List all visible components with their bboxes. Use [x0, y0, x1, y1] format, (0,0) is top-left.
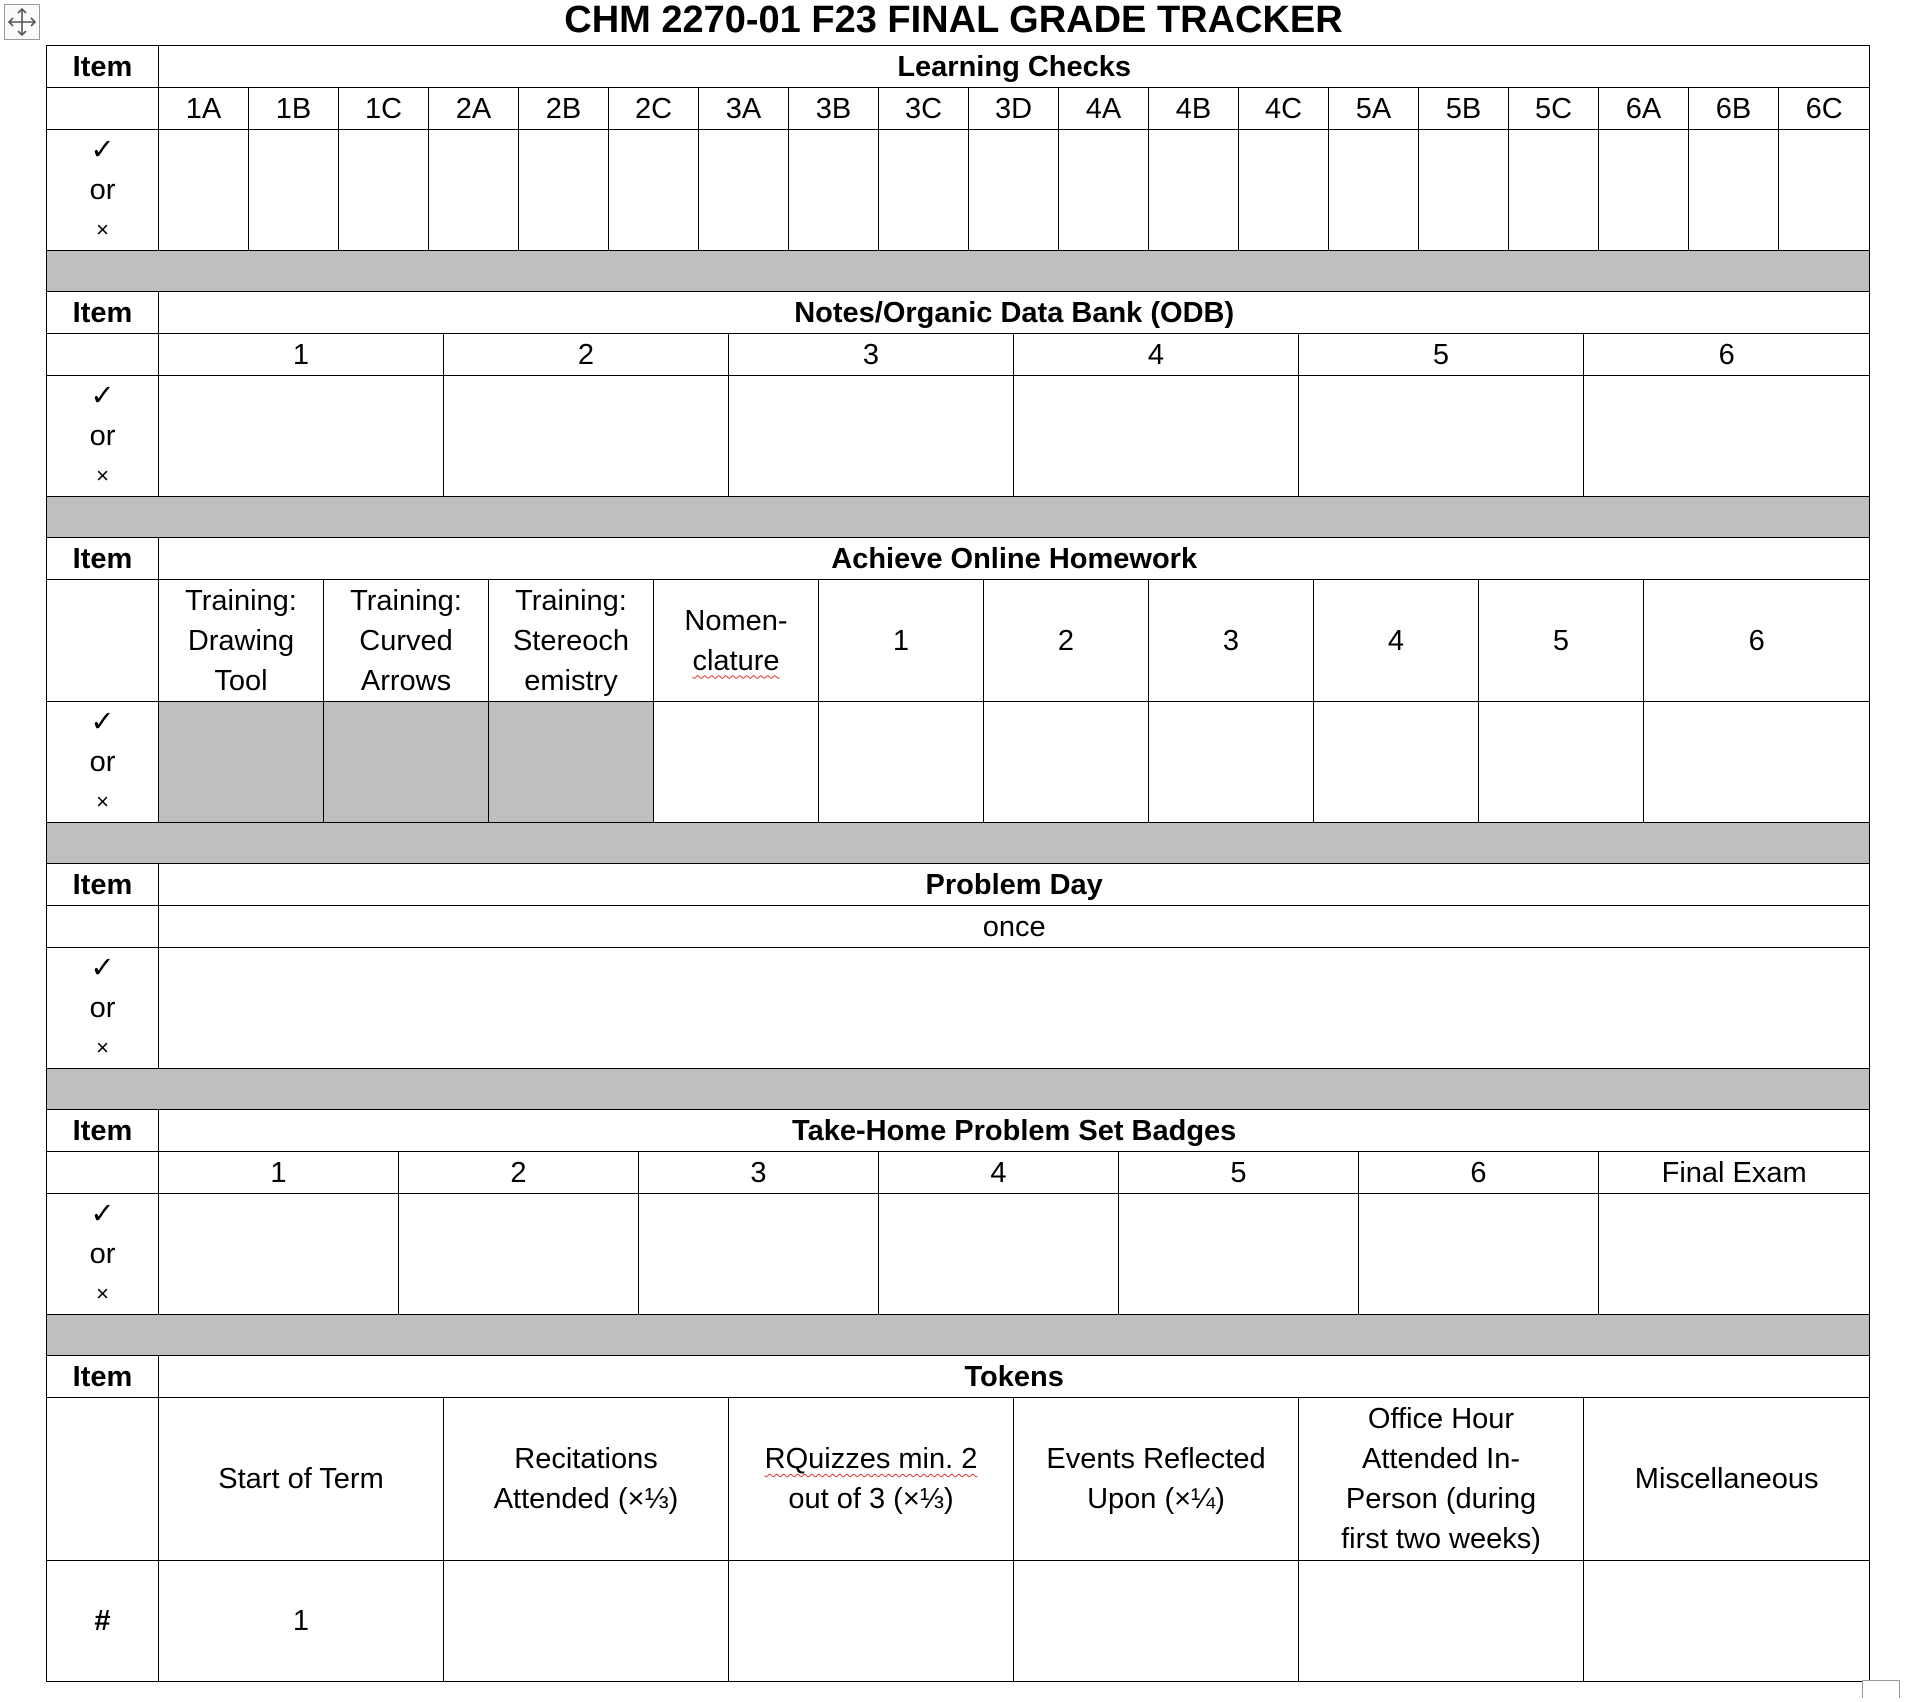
grade-tracker-table — [46, 45, 1870, 1682]
check-mark-icon: ✓ — [90, 952, 115, 984]
entry-cell[interactable] — [159, 130, 249, 251]
column-header: 2 — [984, 580, 1149, 702]
header-line — [729, 1439, 1013, 1479]
check-mark-icon: ✓ — [90, 134, 115, 166]
token-count-cell[interactable] — [729, 1561, 1014, 1682]
or-label: or — [89, 992, 116, 1024]
entry-cell[interactable] — [399, 1194, 639, 1315]
entry-cell[interactable] — [819, 702, 984, 823]
column-header: 3D — [969, 88, 1059, 130]
column-header: 3A — [699, 88, 789, 130]
section-divider — [47, 1315, 1870, 1356]
token-count-cell[interactable] — [1299, 1561, 1584, 1682]
training-drawing-tool-header — [159, 580, 324, 702]
entry-cell[interactable] — [1359, 1194, 1599, 1315]
entry-cell[interactable] — [1314, 702, 1479, 823]
column-header: 4 — [1314, 580, 1479, 702]
problem-day-title: Problem Day — [159, 864, 1870, 906]
column-header: 4 — [879, 1152, 1119, 1194]
column-header: 5B — [1419, 88, 1509, 130]
entry-cell[interactable] — [729, 376, 1014, 497]
header-line: Events Reflected — [1046, 1443, 1266, 1475]
achieve-title: Achieve Online Homework — [159, 538, 1870, 580]
header-line: Tool — [214, 664, 268, 697]
status-marks-cell — [47, 702, 159, 823]
header-line: out of 3 (×⅓) — [788, 1483, 954, 1515]
learning-checks-title: Learning Checks — [159, 46, 1870, 88]
column-header: 2 — [444, 334, 729, 376]
spellcheck-word: clature — [692, 644, 780, 677]
column-header: 6 — [1644, 580, 1870, 702]
column-header: 5 — [1119, 1152, 1359, 1194]
entry-cell[interactable] — [519, 130, 609, 251]
column-header: 3C — [879, 88, 969, 130]
learning-checks-columns-row — [47, 88, 1870, 130]
section-divider-band — [47, 823, 1870, 864]
item-label: Item — [47, 292, 159, 334]
column-header: 5 — [1479, 580, 1644, 702]
header-line: Attended (×⅓) — [493, 1483, 679, 1515]
shaded-entry-cell — [159, 702, 324, 823]
events-reflected-header — [1014, 1398, 1299, 1561]
header-line: Miscellaneous — [1634, 1463, 1819, 1495]
problem-day-columns-row — [47, 906, 1870, 948]
entry-cell[interactable] — [159, 1194, 399, 1315]
token-count-cell[interactable]: 1 — [159, 1561, 444, 1682]
achieve-header-row — [47, 538, 1870, 580]
entry-cell[interactable] — [1599, 130, 1689, 251]
item-label: Item — [47, 864, 159, 906]
badges-status-row — [47, 1194, 1870, 1315]
badges-columns-row — [47, 1152, 1870, 1194]
column-header: 5C — [1509, 88, 1599, 130]
header-line — [654, 641, 818, 681]
entry-cell[interactable] — [1779, 130, 1870, 251]
or-label: or — [89, 1238, 116, 1270]
problem-day-header-row — [47, 864, 1870, 906]
entry-cell[interactable] — [879, 130, 969, 251]
column-header: 2B — [519, 88, 609, 130]
section-divider-band — [47, 1069, 1870, 1110]
header-line: Attended In- — [1362, 1443, 1520, 1475]
check-mark-icon: ✓ — [90, 706, 115, 738]
entry-cell[interactable] — [429, 130, 519, 251]
entry-cell[interactable] — [654, 702, 819, 823]
item-label: Item — [47, 1110, 159, 1152]
entry-cell[interactable] — [1689, 130, 1779, 251]
achieve-columns-row — [47, 580, 1870, 702]
rquizzes-header — [729, 1398, 1014, 1561]
section-divider — [47, 497, 1870, 538]
shaded-entry-cell — [489, 702, 654, 823]
column-header: 1 — [159, 334, 444, 376]
spellcheck-word: RQuizzes min. 2 — [764, 1443, 978, 1475]
section-divider-band — [47, 1315, 1870, 1356]
column-header: 3 — [729, 334, 1014, 376]
section-divider — [47, 251, 1870, 292]
tokens-header-row — [47, 1356, 1870, 1398]
blank-cell — [47, 906, 159, 948]
header-line: Start of Term — [218, 1463, 384, 1495]
token-count-cell[interactable] — [1584, 1561, 1870, 1682]
token-count-cell[interactable] — [1014, 1561, 1299, 1682]
section-divider — [47, 1069, 1870, 1110]
cross-mark-icon: × — [96, 463, 109, 488]
header-line: Drawing — [187, 624, 295, 657]
cross-mark-icon: × — [96, 217, 109, 242]
notes-columns-row — [47, 334, 1870, 376]
column-header: 1 — [819, 580, 984, 702]
entry-cell[interactable] — [249, 130, 339, 251]
column-header: 3B — [789, 88, 879, 130]
column-header: 4A — [1059, 88, 1149, 130]
entry-cell[interactable] — [1119, 1194, 1359, 1315]
learning-checks-status-row — [47, 130, 1870, 251]
section-divider-band — [47, 497, 1870, 538]
header-line: Office Hour — [1367, 1403, 1515, 1435]
or-label: or — [89, 420, 116, 452]
entry-cell[interactable] — [1584, 376, 1870, 497]
start-of-term-header — [159, 1398, 444, 1561]
miscellaneous-header — [1584, 1398, 1870, 1561]
achieve-status-row — [47, 702, 1870, 823]
tokens-count-row — [47, 1561, 1870, 1682]
check-mark-icon: ✓ — [90, 380, 115, 412]
column-header: 5 — [1299, 334, 1584, 376]
column-header: once — [159, 906, 1870, 948]
column-header: 6C — [1779, 88, 1870, 130]
entry-cell[interactable] — [1299, 376, 1584, 497]
column-header: 5A — [1329, 88, 1419, 130]
blank-cell — [47, 88, 159, 130]
notes-odb-title: Notes/Organic Data Bank (ODB) — [159, 292, 1870, 334]
entry-cell[interactable] — [1599, 1194, 1870, 1315]
column-header: 1C — [339, 88, 429, 130]
header-line: Training: — [515, 584, 627, 617]
entry-cell[interactable] — [1149, 130, 1239, 251]
cross-mark-icon: × — [96, 1281, 109, 1306]
column-header: 2 — [399, 1152, 639, 1194]
entry-cell[interactable] — [1059, 130, 1149, 251]
header-line: Stereoch — [512, 624, 630, 657]
entry-cell[interactable] — [609, 130, 699, 251]
entry-cell[interactable] — [639, 1194, 879, 1315]
entry-cell[interactable] — [444, 376, 729, 497]
header-line: Training: — [350, 584, 462, 617]
column-header: 3 — [639, 1152, 879, 1194]
entry-cell[interactable] — [1014, 376, 1299, 497]
column-header: 6 — [1584, 334, 1870, 376]
blank-cell — [47, 334, 159, 376]
entry-cell[interactable] — [879, 1194, 1119, 1315]
entry-cell[interactable] — [1329, 130, 1419, 251]
entry-cell[interactable] — [159, 376, 444, 497]
cross-mark-icon: × — [96, 789, 109, 814]
entry-cell[interactable] — [699, 130, 789, 251]
learning-checks-header-row — [47, 46, 1870, 88]
status-marks-cell — [47, 948, 159, 1069]
column-header: 6B — [1689, 88, 1779, 130]
token-count-cell[interactable] — [444, 1561, 729, 1682]
header-line: Curved — [359, 624, 453, 657]
item-label: Item — [47, 1356, 159, 1398]
entry-cell[interactable] — [159, 948, 1870, 1069]
tokens-columns-row — [47, 1398, 1870, 1561]
section-divider — [47, 823, 1870, 864]
item-label: Item — [47, 46, 159, 88]
column-header: 1 — [159, 1152, 399, 1194]
or-label: or — [89, 746, 116, 778]
column-header: 2A — [429, 88, 519, 130]
status-marks-cell — [47, 130, 159, 251]
check-mark-icon: ✓ — [90, 1198, 115, 1230]
training-curved-arrows-header — [324, 580, 489, 702]
or-label: or — [89, 174, 116, 206]
header-line: Upon (×¼) — [1087, 1483, 1225, 1515]
column-header: 1A — [159, 88, 249, 130]
item-label: Item — [47, 538, 159, 580]
header-line: Arrows — [360, 664, 452, 697]
column-header: 4 — [1014, 334, 1299, 376]
blank-cell — [47, 580, 159, 702]
column-header: 4B — [1149, 88, 1239, 130]
count-label: # — [47, 1561, 159, 1682]
column-header: Final Exam — [1599, 1152, 1870, 1194]
column-header: 2C — [609, 88, 699, 130]
tokens-title: Tokens — [159, 1356, 1870, 1398]
column-header: 1B — [249, 88, 339, 130]
page-title: CHM 2270-01 F23 FINAL GRADE TRACKER — [564, 0, 1343, 41]
entry-cell[interactable] — [969, 130, 1059, 251]
column-header: 4C — [1239, 88, 1329, 130]
entry-cell[interactable] — [789, 130, 879, 251]
training-stereochemistry-header — [489, 580, 654, 702]
header-line: first two weeks) — [1341, 1523, 1541, 1555]
notes-status-row — [47, 376, 1870, 497]
column-header: 6A — [1599, 88, 1689, 130]
section-divider-band — [47, 251, 1870, 292]
header-line: Person (during — [1345, 1483, 1537, 1515]
status-marks-cell — [47, 376, 159, 497]
problem-day-status-row — [47, 948, 1870, 1069]
office-hour-header — [1299, 1398, 1584, 1561]
entry-cell[interactable] — [1149, 702, 1314, 823]
shaded-entry-cell — [324, 702, 489, 823]
column-header: 3 — [1149, 580, 1314, 702]
entry-cell[interactable] — [339, 130, 429, 251]
recitations-attended-header — [444, 1398, 729, 1561]
header-line: Training: — [185, 584, 297, 617]
blank-cell — [47, 1152, 159, 1194]
entry-cell[interactable] — [1644, 702, 1870, 823]
entry-cell[interactable] — [1419, 130, 1509, 251]
table-resize-handle[interactable] — [1862, 1680, 1900, 1698]
entry-cell[interactable] — [1239, 130, 1329, 251]
column-header: 6 — [1359, 1152, 1599, 1194]
header-line: emistry — [524, 664, 618, 697]
nomenclature-header — [654, 580, 819, 702]
cross-mark-icon: × — [96, 1035, 109, 1060]
entry-cell[interactable] — [1479, 702, 1644, 823]
status-marks-cell — [47, 1194, 159, 1315]
badges-title: Take-Home Problem Set Badges — [159, 1110, 1870, 1152]
header-line: Recitations — [514, 1443, 658, 1475]
entry-cell[interactable] — [984, 702, 1149, 823]
badges-header-row — [47, 1110, 1870, 1152]
notes-header-row — [47, 292, 1870, 334]
blank-cell — [47, 1398, 159, 1561]
entry-cell[interactable] — [1509, 130, 1599, 251]
header-line: Nomen- — [684, 604, 788, 637]
